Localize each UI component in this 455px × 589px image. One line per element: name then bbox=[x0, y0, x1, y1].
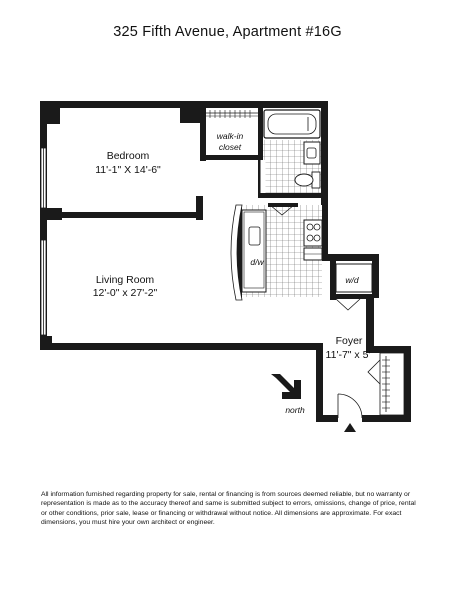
foyer-name: Foyer bbox=[335, 335, 363, 347]
walkin-closet-label: walk-in bbox=[216, 131, 244, 141]
foyer-closet bbox=[368, 353, 404, 415]
north-label: north bbox=[285, 405, 305, 415]
dishwasher-label: d/w bbox=[250, 257, 264, 267]
disclaimer-text: All information furnished regarding property for sale, rental or financing is from sources deemed reliable, but no warranty or representation is made as to the accuracy thereof and same is submitted subject to errors, omissions, change of price, rental or other conditions, prior sale, lease or financing or withdrawal without notice. All dimensions are approximate. For exact dimensions, you must hire your own architect or engineer. bbox=[41, 491, 416, 527]
page-title: 325 Fifth Avenue, Apartment #16G bbox=[113, 24, 342, 40]
living-room-dims: 12'-0" x 27'-2" bbox=[92, 287, 158, 299]
north-arrow-icon bbox=[271, 374, 301, 399]
entry-arrow-icon bbox=[344, 423, 356, 432]
stove bbox=[304, 220, 322, 246]
bathroom bbox=[263, 110, 321, 193]
kitchen-sink bbox=[249, 227, 260, 245]
kitchen bbox=[231, 203, 322, 300]
windows bbox=[41, 148, 46, 335]
entry-door bbox=[338, 394, 362, 418]
walkin-closet-label-2: closet bbox=[218, 142, 242, 152]
walk-in-closet bbox=[206, 110, 258, 152]
foyer-dims: 11'-7" x 5' bbox=[325, 349, 371, 361]
living-room-name: Living Room bbox=[95, 274, 155, 286]
bedroom-dims: 11'-1" X 14'-6" bbox=[95, 164, 161, 176]
washer-dryer-label: w/d bbox=[345, 275, 359, 285]
bedroom-name: Bedroom bbox=[106, 150, 150, 162]
